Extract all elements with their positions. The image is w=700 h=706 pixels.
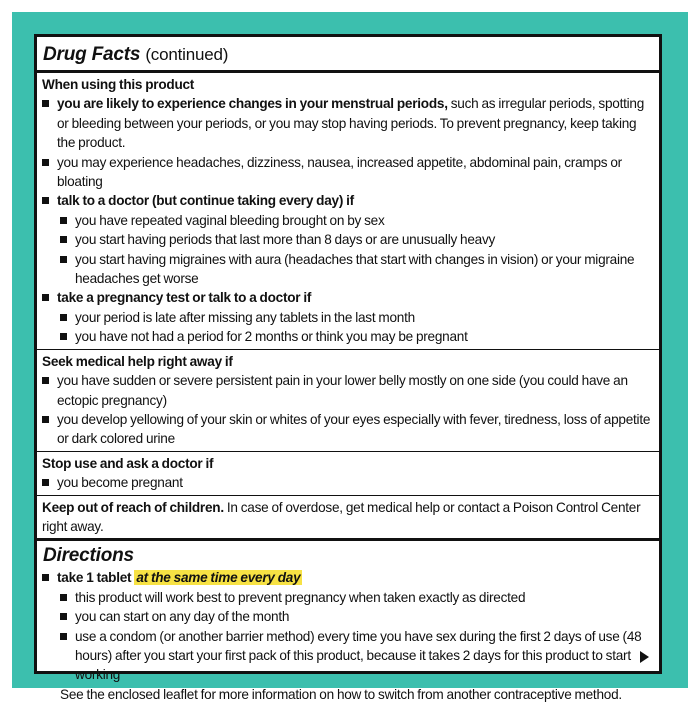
drug-facts-header	[37, 37, 659, 70]
bullet-square-icon	[42, 294, 49, 301]
list-item: you start having periods that last more than 8 days or are unusually heavy	[42, 230, 653, 249]
list-item: you start having migraines with aura (headaches that start with changes in vision) or your migraine headaches get worse	[42, 250, 653, 289]
bullet-square-icon	[42, 159, 49, 166]
list-item: you have repeated vaginal bleeding brought on by sex	[42, 211, 653, 230]
list-item: this product will work best to prevent pregnancy when taken exactly as directed	[42, 588, 653, 607]
directions-heading: Directions	[43, 545, 134, 567]
bullet-square-icon	[42, 479, 49, 486]
list-item: you can start on any day of the month	[42, 607, 653, 626]
directions-section	[37, 568, 659, 706]
bullet-square-icon	[60, 613, 67, 620]
list-item	[42, 153, 653, 192]
list-item	[42, 288, 653, 307]
menstrual-change-text: such as irregular periods, spotting or bleeding between your periods, or you may stop having periods. To prevent pregnancy, keep taking the product.	[57, 96, 645, 151]
keep-out-section	[37, 496, 659, 539]
bullet-square-icon	[42, 197, 49, 204]
list-item: you become pregnant	[42, 473, 653, 492]
list-item	[42, 94, 653, 152]
bullet-square-icon	[42, 377, 49, 384]
bullet-square-icon	[60, 594, 67, 601]
leaflet-note: See the enclosed leaflet for more information on how to switch from another contraceptive method.	[60, 686, 622, 702]
pregnancy-test-heading: take a pregnancy test or talk to a doctor if	[57, 290, 312, 306]
bullet-square-icon	[60, 633, 67, 640]
bullet-square-icon	[42, 416, 49, 423]
drug-facts-title: Drug Facts	[43, 44, 141, 65]
bullet-square-icon	[60, 236, 67, 243]
side-effects-text: you may experience headaches, dizziness, nausea, increased appetite, abdominal pain, cramps or bloating	[57, 154, 622, 190]
bullet-square-icon	[60, 256, 67, 263]
keep-out-text: In case of overdose, get medical help or contact a Poison Control Center right away.	[42, 499, 641, 534]
when-using-heading: When using this product	[42, 77, 195, 92]
seek-help-section	[37, 350, 659, 451]
bullet-square-icon	[60, 333, 67, 340]
bullet-square-icon	[42, 574, 49, 581]
take-tablet-bold: take 1 tablet	[57, 570, 132, 586]
list-item: you have sudden or severe persistent pain in your lower belly mostly on one side (you could have an ectopic pregnancy)	[42, 371, 653, 410]
continue-arrow-icon	[640, 651, 649, 663]
seek-help-heading: Seek medical help right away if	[42, 353, 233, 369]
list-item: you develop yellowing of your skin or whites of your eyes especially with fever, tiredness, loss of appetite or dark colored urine	[42, 410, 653, 449]
keep-out-bold: Keep out of reach of children.	[42, 499, 224, 515]
list-item: you have not had a period for 2 months or think you may be pregnant	[42, 327, 653, 346]
bullet-square-icon	[60, 217, 67, 224]
teal-border	[12, 12, 688, 702]
talk-doctor-heading: talk to a doctor (but continue taking every day) if	[57, 193, 354, 209]
list-item	[42, 191, 653, 210]
stop-use-section	[37, 452, 659, 495]
drug-facts-panel	[34, 34, 662, 702]
continued-label: (continued)	[145, 45, 229, 64]
stop-use-heading: Stop use and ask a doctor if	[42, 455, 214, 471]
list-item: your period is late after missing any tablets in the last month	[42, 308, 653, 327]
bullet-square-icon	[42, 100, 49, 107]
list-item	[42, 568, 653, 587]
bullet-square-icon	[60, 314, 67, 321]
list-item: use a condom (or another barrier method) every time you have sex during the first 2 days of use (48 hours) after you start your first pack of this product, because it takes 2 days for this product to start working	[42, 627, 653, 685]
menstrual-change-bold: you are likely to experience changes in your menstrual periods,	[57, 96, 448, 112]
when-using-section	[37, 73, 659, 349]
same-time-highlight: at the same time every day	[136, 570, 301, 586]
